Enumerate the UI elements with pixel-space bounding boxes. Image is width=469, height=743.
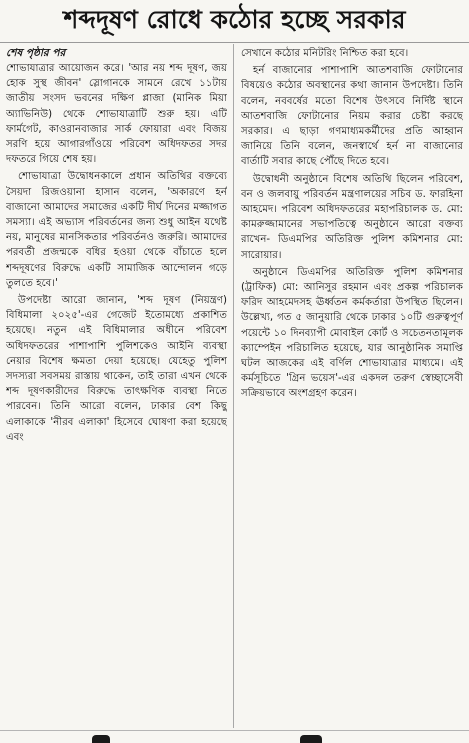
- article-paragraph: শোভাযাত্রা উদ্বোধনকালে প্রধান অতিথির বক্তব্যে সৈয়দা রিজওয়ানা হাসান বলেন, 'অকারণে হর্ন বাজানো আমাদের সমাজের একটি দীর্ঘ দিনের মজ্জাগত সমস্যা। এই অভ্যাস পরিবর্তনের জন্য শুধু আইন যথেষ্ট নয়, মানুষের মানসিকতার পরিবর্তনও জরুরি। আমাদের পরবর্তী প্রজন্মকে বধির হওয়া থেকে বাঁচাতে হলে শব্দদূষণের বিরুদ্ধে একটি সামাজিক আন্দোলন গড়ে তুলতে হবে।': [6, 171, 227, 289]
- headline: শব্দদূষণ রোধে কঠোর হচ্ছে সরকার: [0, 0, 469, 43]
- article-column-right: [241, 46, 463, 730]
- article-column-left: [6, 46, 227, 730]
- article-paragraph: সেখানে কঠোর মনিটরিং নিশ্চিত করা হবে।: [241, 48, 409, 59]
- column-divider: [233, 44, 234, 728]
- article-paragraph: শোভাযাত্রার আয়োজন করে। 'আর নয় শব্দ দূষণ, জয় হোক সুস্থ জীবন' স্লোগানকে সামনে রেখে ১১টায় জাতীয় সংসদ ভবনের দক্ষিণ প্লাজা (মানিক মিয়া অ্যাভিনিউ) থেকে শোভাযাত্রাটি শুরু হয়। এটি ফার্মগেট, কাওরানবাজার সার্ক ফোয়ারা এবং বিজয় সরণি হয়ে আগারগাঁওয়ে পরিবেশ অধিদফতর সদর দফতরে গিয়ে শেষ হয়।: [6, 63, 227, 166]
- article-paragraph: অনুষ্ঠানে ডিএমপির অতিরিক্ত পুলিশ কমিশনার (ট্রাফিক) মো: আনিসুর রহমান এবং প্রকল্প পরিচালক ফরিদ আহমেদসহ ঊর্ধ্বতন কর্মকর্তারা উপস্থিত ছিলেন। উল্লেখ্য, গত ৫ জানুয়ারি থেকে ঢাকার ১০টি গুরুত্বপূর্ণ পয়েন্টে ১০ দিনব্যাপী মোবাইল কোর্ট ও সচেতনতামূলক ক্যাম্পেইন পরিচালিত হয়েছে, যার আনুষ্ঠানিক সমাপ্তি ঘটল আজকের এই বর্ণিল শোভাযাত্রার মাধ্যমে। এই কর্মসূচিতে 'গ্রিন ভয়েস'-এর একদল তরুণ স্বেচ্ছাসেবী সক্রিয়ভাবে অংশগ্রহণ করেন।: [241, 266, 463, 400]
- article-paragraph: উদ্বোধনী অনুষ্ঠানে বিশেষ অতিথি ছিলেন পরিবেশ, বন ও জলবায়ু পরিবর্তন মন্ত্রণালয়ের সচিব ড. ফারহিনা আহমেদ। পরিবেশ অধিদফতরের মহাপরিচালক ড. মো: কামরুজ্জামানের সভাপতিত্বে অনুষ্ঠানে আরো বক্তব্য রাখেন- ডিএমপির অতিরিক্ত পুলিশ কমিশনার মো: সারোয়ার।: [241, 173, 463, 261]
- next-article-edge: [0, 730, 469, 743]
- article-paragraph: উপদেষ্টা আরো জানান, 'শব্দ দূষণ (নিয়ন্ত্রণ) বিধিমালা ২০২৫'-এর গেজেট ইতোমধ্যে প্রকাশিত হয়েছে। নতুন এই বিধিমালার অধীনে পরিবেশ অধিদফতরের পাশাপাশি পুলিশকেও আইনি ব্যবস্থা নেয়ার বিশেষ ক্ষমতা দেয়া হয়েছে। যেহেতু পুলিশ সদস্যরা সবসময় রাস্তায় থাকেন, তাই তারা এখন থেকে শব্দ দূষণকারীদের বিরুদ্ধে তাৎক্ষণিক ব্যবস্থা নিতে পারবেন। তিনি আরো বলেন, ঢাকার বেশ কিছু এলাকাকে 'নীরব এলাকা' হিসেবে ঘোষণা করা হয়েছে এবং: [6, 295, 227, 443]
- article-paragraph: হর্ন বাজানোর পাশাপাশি আতশবাজি ফোটানোর বিষয়েও কঠোর অবস্থানের কথা জানান উপদেষ্টা। তিনি বলেন, নববর্ষের মতো বিশেষ উৎসবে নির্দিষ্ট স্থানে আতশবাজি ফোটানোর নিয়ম করার চেষ্টা করছে সরকার। এ ছাড়া গণমাধ্যমকর্মীদের প্রতি আহ্বান জানিয়ে তিনি বলেন, জনস্বার্থে হর্ন না বাজানোর বার্তাটি সবার কাছে পৌঁছে দিতে হবে।: [241, 65, 463, 168]
- continuation-kicker: শেষ পৃষ্ঠার পর: [6, 47, 66, 59]
